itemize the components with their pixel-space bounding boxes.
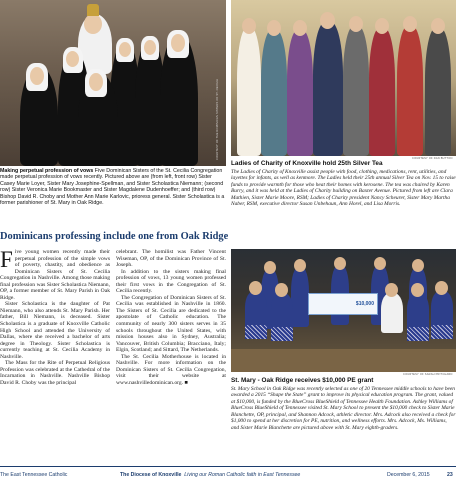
student-head xyxy=(334,257,346,270)
lady-figure xyxy=(237,28,261,156)
nuns-caption-lead: Making perpetual profession of vows xyxy=(0,168,94,174)
nuns-photo xyxy=(0,0,226,166)
nun-face xyxy=(171,34,185,52)
nuns-caption-body: Five Dominican Sisters of the St. Cecilia Congregation made perpetual profession of vows recently. Pictured above are (from left, front row) Sister Casey Marie Loyer, Sister Mary Josephine-Spellman, and Sister Scholastica Niemann; (second row) Sister Veronica Marie Bookmaster and Sister Magdalene Dudenhoeffer; and (third row) Bishop David R. Choby and Mother Ann Marie Karlovic, prioress general. Sister Scholastica is a former parishioner of St. Mary in Oak Ridge. xyxy=(0,168,225,207)
school-photo xyxy=(231,249,456,372)
plaid-skirt xyxy=(407,327,429,341)
student-head xyxy=(412,259,424,272)
ladies-photo xyxy=(231,0,456,156)
student-head xyxy=(411,283,424,297)
article-paragraph: The St. Cecilia Motherhouse is located in Nashville. For more information on the Dominican Sisters of St. Cecilia Congregation, visit their website at www.nashvilledominican.org. ■ xyxy=(116,353,226,386)
article-paragraph: The Mass for the Rite of Perpetual Religious Profession was celebrated at the Cathedral of the Incarnation in Nashville. Nashville Bishop David R. Choby was the principal xyxy=(0,360,110,386)
ladies-caption xyxy=(231,161,456,208)
footer-publication: The East Tennessee Catholic xyxy=(0,472,68,478)
school-caption-body: St. Mary School in Oak Ridge was recently selected as one of 20 Tennessee middle schools to have been awarded a 2015 “Shape the State” grant to improve its physical education program. The grant, valued at $10,000, is funded by the BlueCross BlueShield of Tennessee Health Foundation. Ashley Williams of BlueCross BlueShield of Tennessee visited St. Mary School to present the $10,000 check to Sister Marie Blanchette, OP, principal, and Shannon Adcock, athletic director. Mrs. Adcock also received a check for $1,000 to spend at her discretion for PE, nutrition, and wellness efforts. Mrs. Adcock, Ms. Williams, and Sister Marie Blanchette are pictured above with St. Mary eighth-graders. xyxy=(231,385,456,431)
lady-head xyxy=(242,18,256,34)
school-photo-credit: COURTESY OF SARAH PRITCHARD xyxy=(403,373,453,376)
lady-head xyxy=(375,18,389,34)
page-footer xyxy=(0,466,456,480)
school-caption xyxy=(231,378,456,431)
bishop-face xyxy=(84,14,102,34)
footer-tagline xyxy=(120,472,300,478)
nun-face xyxy=(144,40,156,55)
lady-head xyxy=(431,18,445,34)
nun-face xyxy=(119,42,131,57)
lady-figure xyxy=(397,26,423,156)
student-head xyxy=(435,281,448,295)
lady-figure xyxy=(261,30,287,156)
student-head xyxy=(249,281,262,295)
ladies-photo-credit: COURTESY OF DAN BUTTON xyxy=(412,157,453,160)
lady-head xyxy=(267,20,281,36)
school-caption-head: St. Mary - Oak Ridge receives $10,000 PE grant xyxy=(231,377,374,384)
plaid-skirt xyxy=(431,325,453,339)
floor xyxy=(231,349,456,372)
lady-head xyxy=(349,16,363,32)
lady-figure xyxy=(425,28,451,156)
nun-figure xyxy=(381,293,403,333)
article-paragraph xyxy=(0,249,110,301)
footer-motto: Living our Roman Catholic faith in East Tennessee xyxy=(184,472,301,478)
nun-face xyxy=(30,67,44,85)
footer-diocese: The Diocese of Knoxville xyxy=(120,472,182,478)
lady-head xyxy=(403,16,417,32)
student-head xyxy=(385,283,398,297)
plaid-skirt xyxy=(271,327,293,341)
article-column-2 xyxy=(116,249,226,386)
nun-face xyxy=(89,73,103,91)
article-paragraph: celebrant. The homilist was Father Vincent Wiseman, OP, of the Dominican Province of St. Joseph. xyxy=(116,249,226,269)
nuns-photo-credit: COURTESY OF THE DOMINICAN SISTERS OF ST. CECILIA xyxy=(216,78,219,160)
lady-head xyxy=(320,12,335,29)
mitre-shape xyxy=(87,4,99,16)
article-paragraph: Sister Scholastica is the daughter of Pat Niemann, who also attends St. Mary Parish. Her father, Bill Niemann, is deceased. Sister Scholastica is a graduate of Knoxville Catholic High School and attended the University of Dallas, where she received a bachelor of arts degree in Theology. Sister Scholastica is currently teaching at St. Cecilia Academy in Nashville. xyxy=(0,301,110,360)
lady-figure xyxy=(369,28,395,156)
article-paragraph-text: ive young women recently made their perpetual profession of the simple vows of poverty, chastity, and obedience as Dominican Sisters of St. Cecilia Congregation in Nashville. Among those making final profession was Sister Scholastica Niemann, OP, a former member of St. Mary Parish in Oak Ridge. xyxy=(0,249,110,301)
article-column-1 xyxy=(0,249,110,386)
footer-date: December 6, 2015 xyxy=(387,472,430,478)
lady-head xyxy=(293,20,307,36)
page-number: 23 xyxy=(447,472,453,478)
ladies-caption-head: Ladies of Charity of Knoxville hold 25th Silver Tea xyxy=(231,160,383,167)
student-head xyxy=(275,283,288,297)
lady-figure xyxy=(343,26,369,156)
lady-figure xyxy=(287,30,313,156)
article-headline: Dominicans professing include one from Oak Ridge xyxy=(0,231,229,242)
article-paragraph: The Congregation of Dominican Sisters of St. Cecilia was established in Nashville in 1860. The Sisters of St. Cecilia are dedicated to the apostolate of Catholic education. The community of nearly 300 sisters serves in 35 schools throughout the United States, with mission houses also in Sydney, Australia; Vancouver, British Columbia; Bracciano, Italy; Elgin, Scotland; and Sittard, The Netherlands. xyxy=(116,294,226,354)
nuns-caption xyxy=(0,168,226,206)
student-head xyxy=(294,259,306,272)
ladies-caption-body: The Ladies of Charity of Knoxville assist people with food, clothing, medications, rent, utilities, and layettes for infants, as well as kenmore. The Ladies held their 25th annual Silver Tea on Nov. 15 to raise funds to provide warmth for those who heat their homes with kerosene. The tea was chaired by Karen Burry, and it was held at the Ladies of Charity building on Baxter Avenue. Pictured from left are Clara Mathien, Sister Marie Moore, RSM; Ladies of Charity president Nancy Scheurer, Sister Mary Martha Naber, RSM, executive director Susan Unbehaun, Ann Horel, and Lisa Morris. xyxy=(231,168,456,207)
drop-cap: F xyxy=(0,247,13,272)
article-paragraph: In addition to the sisters making final profession of vows, 13 young women professed their first vows in the Congregation of St. Cecilia recently. xyxy=(116,268,226,295)
plaid-skirt xyxy=(245,325,267,339)
check-amount: $10,000 xyxy=(355,301,374,307)
student-head xyxy=(264,261,276,274)
lady-figure xyxy=(313,22,343,156)
nun-face xyxy=(66,51,79,67)
student-head xyxy=(374,257,386,270)
grant-check xyxy=(308,293,378,315)
student-figure xyxy=(291,267,309,327)
